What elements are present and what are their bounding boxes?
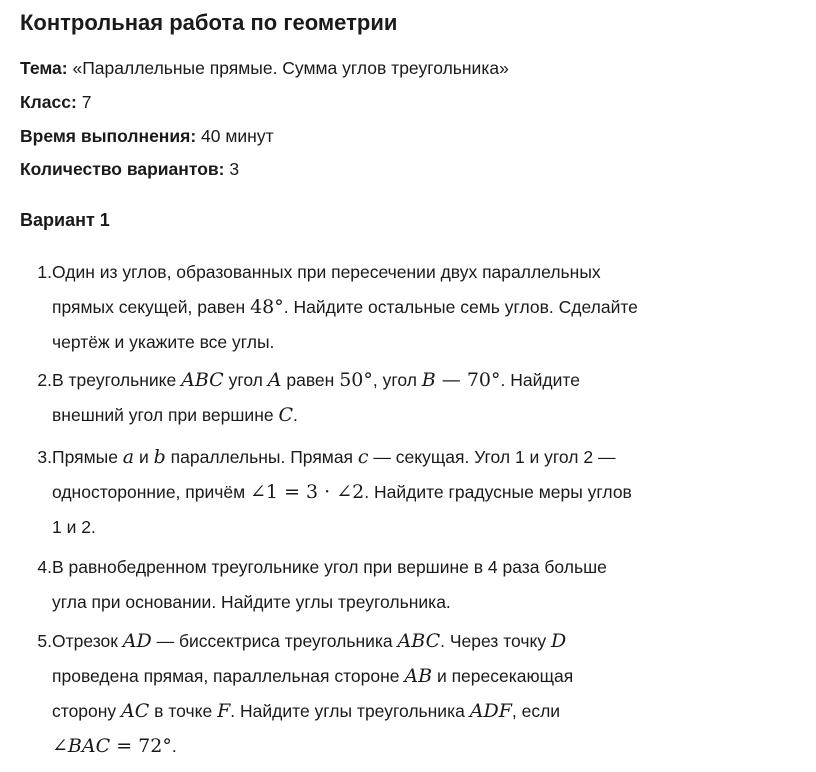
math-segment: AC [121,700,150,722]
math-line: b [153,446,166,468]
math-triangle: ADF [469,700,512,722]
task-line: Один из углов, образованных при пересечении двух параллельных [52,262,601,282]
task-number: 5. [37,631,52,651]
meta-time [20,126,274,147]
meta-time-label: Время выполнения: [20,126,197,146]
task-text [52,550,710,620]
task-text-part: параллельны. Прямая [165,447,358,467]
task-text [52,363,710,433]
meta-grade-label: Класс: [20,92,77,112]
meta-topic-value: «Параллельные прямые. Сумма углов треугольника» [72,58,509,78]
task-text-part: . [293,405,298,425]
list-item [20,255,710,360]
task-number: 4. [37,557,52,577]
task-text-part: . Через точку [440,631,551,651]
task-text [52,440,710,545]
math-equation: ∠1 = 3 · ∠2 [250,481,365,503]
meta-grade [20,92,91,113]
list-item [20,550,710,620]
task-text-part: и [134,447,154,467]
task-number: 2. [37,370,52,390]
task-line: чертёж и укажите все углы. [52,332,275,352]
task-text-part: Прямые [52,447,123,467]
task-text [52,255,710,360]
task-text-part: односторонние, причём [52,482,251,502]
meta-topic [20,58,509,79]
task-text-part: в точке [149,701,218,721]
list-item [20,624,710,764]
math-dash: — [435,369,467,391]
math-segment: AD [122,630,152,652]
task-line: угла при основании. Найдите углы треугольника. [52,592,451,612]
task-line: В равнобедренном треугольнике угол при вершине в 4 раза больше [52,557,607,577]
math-vertex: A [267,369,282,391]
task-text-part: . [171,736,177,756]
task-text-part: В треугольнике [52,370,182,390]
task-text-part: . Найдите [500,370,580,390]
page-title: Контрольная работа по геометрии [20,10,398,35]
task-text-part: Отрезок [52,631,123,651]
task-text [52,624,710,764]
meta-grade-value: 7 [81,92,92,112]
task-line: . Найдите остальные семь углов. Сделайте [283,297,638,317]
math-line: c [357,446,369,468]
task-text-part: равен [281,370,340,390]
math-angle: 70° [466,369,501,391]
task-text-part: проведена прямая, параллельная стороне [52,666,405,686]
meta-variants [20,159,239,180]
meta-variants-label: Количество вариантов: [20,159,225,179]
task-number: 1. [37,262,52,282]
math-vertex: F [217,700,231,722]
task-text-part: . Найдите углы треугольника [230,701,470,721]
task-text-part: внешний угол при вершине [52,405,279,425]
list-item [20,363,710,433]
math-equation: = 72° [110,735,172,757]
task-text-part: , если [511,701,561,721]
math-line: a [122,446,135,468]
math-triangle: ABC [397,630,441,652]
meta-topic-label: Тема: [20,58,68,78]
task-text-part: угол [223,370,268,390]
math-angle: 50° [339,369,373,391]
meta-variants-value: 3 [229,159,240,179]
task-number: 3. [37,447,52,467]
list-item [20,440,710,545]
task-text-part: 1 и 2. [52,517,96,537]
math-vertex: D [550,630,567,652]
math-triangle: ABC [181,369,224,391]
task-text-part: . Найдите градусные меры углов [364,482,632,502]
task-text-part: — биссектриса треугольника [151,631,398,651]
task-text-part: — секущая. Угол 1 и угол 2 — [368,447,616,467]
math-vertex: C [278,404,294,426]
meta-time-value: 40 минут [201,126,274,146]
task-text-part: и пересекающая [432,666,574,686]
math-angle: ∠BAC [52,735,111,757]
task-text-part: , угол [372,370,422,390]
math-segment: AB [404,665,433,687]
variant-heading: Вариант 1 [20,210,110,230]
math-vertex: B [421,369,436,391]
math-angle: 48° [250,296,284,318]
task-text-part: сторону [52,701,122,721]
task-line: прямых секущей, равен [52,297,251,317]
